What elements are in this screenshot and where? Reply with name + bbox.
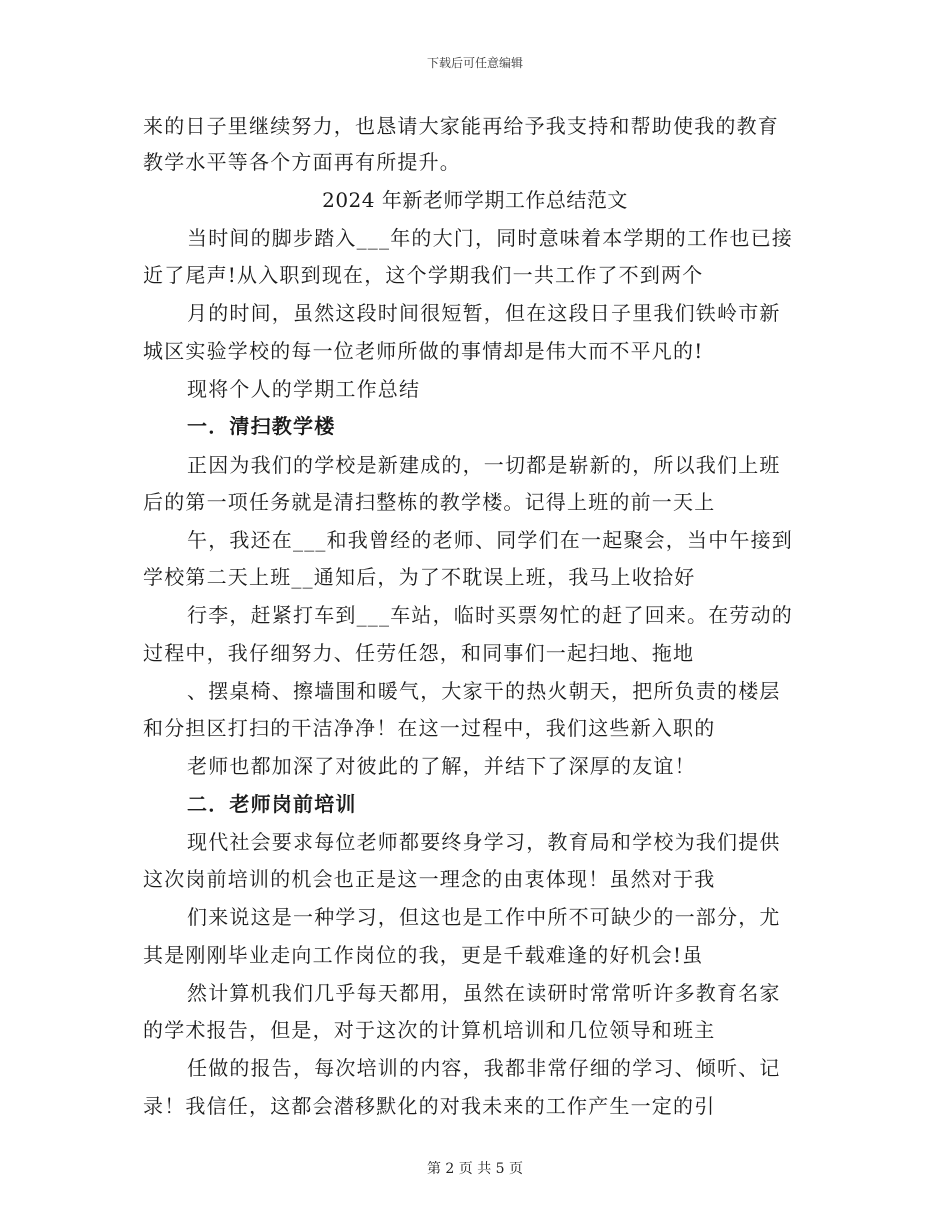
paragraph-line: 现将个人的学期工作总结 xyxy=(187,377,421,401)
paragraph-line: 城区实验学校的每一位老师所做的事情却是伟大而不平凡的! xyxy=(143,339,704,363)
paragraph-line: 的学术报告，但是，对于这次的计算机培训和几位领导和班主 xyxy=(143,1018,716,1042)
paragraph-line: 、摆桌椅、擦墙围和暖气，大家干的热火朝天，把所负责的楼层 xyxy=(187,679,781,703)
paragraph-line: 过程中，我仔细努力、任劳任怨，和同事们一起扫地、拖地 xyxy=(143,641,695,665)
paragraph-line: 后的第一项任务就是清扫整栋的教学楼。记得上班的前一天上 xyxy=(143,490,716,514)
paragraph-line: 们来说这是一种学习，但这也是工作中所不可缺少的一部分，尤 xyxy=(187,905,781,929)
paragraph-line: 正因为我们的学校是新建成的，一切都是崭新的，所以我们上班 xyxy=(187,453,781,477)
section-heading: 一．清扫教学楼 xyxy=(187,414,336,438)
paragraph-line: 近了尾声!从入职到现在，这个学期我们一共工作了不到两个 xyxy=(143,263,704,287)
page-header: 下载后可任意编辑 xyxy=(426,56,523,70)
paragraph-line: 午，我还在___和我曾经的老师、同学们在一起聚会，当中午接到 xyxy=(187,528,793,552)
paragraph-line: 月的时间，虽然这段时间很短暂，但在这段日子里我们铁岭市新 xyxy=(187,301,781,325)
section-heading: 二．老师岗前培训 xyxy=(187,792,357,816)
paragraph-line: 老师也都加深了对彼此的了解，并结下了深厚的友谊！ xyxy=(187,754,696,778)
paragraph-line: 其是刚刚毕业走向工作岗位的我，更是千载难逢的好机会!虽 xyxy=(143,943,704,967)
page-footer: 第 2 页 共 5 页 xyxy=(426,1161,524,1177)
paragraph-line: 任做的报告，每次培训的内容，我都非常仔细的学习、倾听、记 xyxy=(187,1056,781,1080)
document-title: 2024 年新老师学期工作总结范文 xyxy=(322,188,628,212)
paragraph-line: 行李，赶紧打车到___车站，临时买票匆忙的赶了回来。在劳动的 xyxy=(187,603,793,627)
paragraph-line: 学校第二天上班__通知后，为了不耽误上班，我马上收拾好 xyxy=(143,565,696,589)
paragraph-line: 当时间的脚步踏入___年的大门，同时意味着本学期的工作也已接 xyxy=(187,226,793,250)
paragraph-line: 和分担区打扫的干洁净净！在这一过程中，我们这些新入职的 xyxy=(143,716,716,740)
paragraph-line: 这次岗前培训的机会也正是这一理念的由衷体现！虽然对于我 xyxy=(143,867,716,891)
paragraph-line: 教学水平等各个方面再有所提升。 xyxy=(143,150,461,174)
paragraph-line: 来的日子里继续努力，也恳请大家能再给予我支持和帮助使我的教育 xyxy=(143,114,779,138)
paragraph-line: 现代社会要求每位老师都要终身学习，教育局和学校为我们提供 xyxy=(187,830,781,854)
paragraph-line: 然计算机我们几乎每天都用，虽然在读研时常常听许多教育名家 xyxy=(187,981,781,1005)
paragraph-line: 录！我信任，这都会潜移默化的对我未来的工作产生一定的引 xyxy=(143,1094,716,1118)
